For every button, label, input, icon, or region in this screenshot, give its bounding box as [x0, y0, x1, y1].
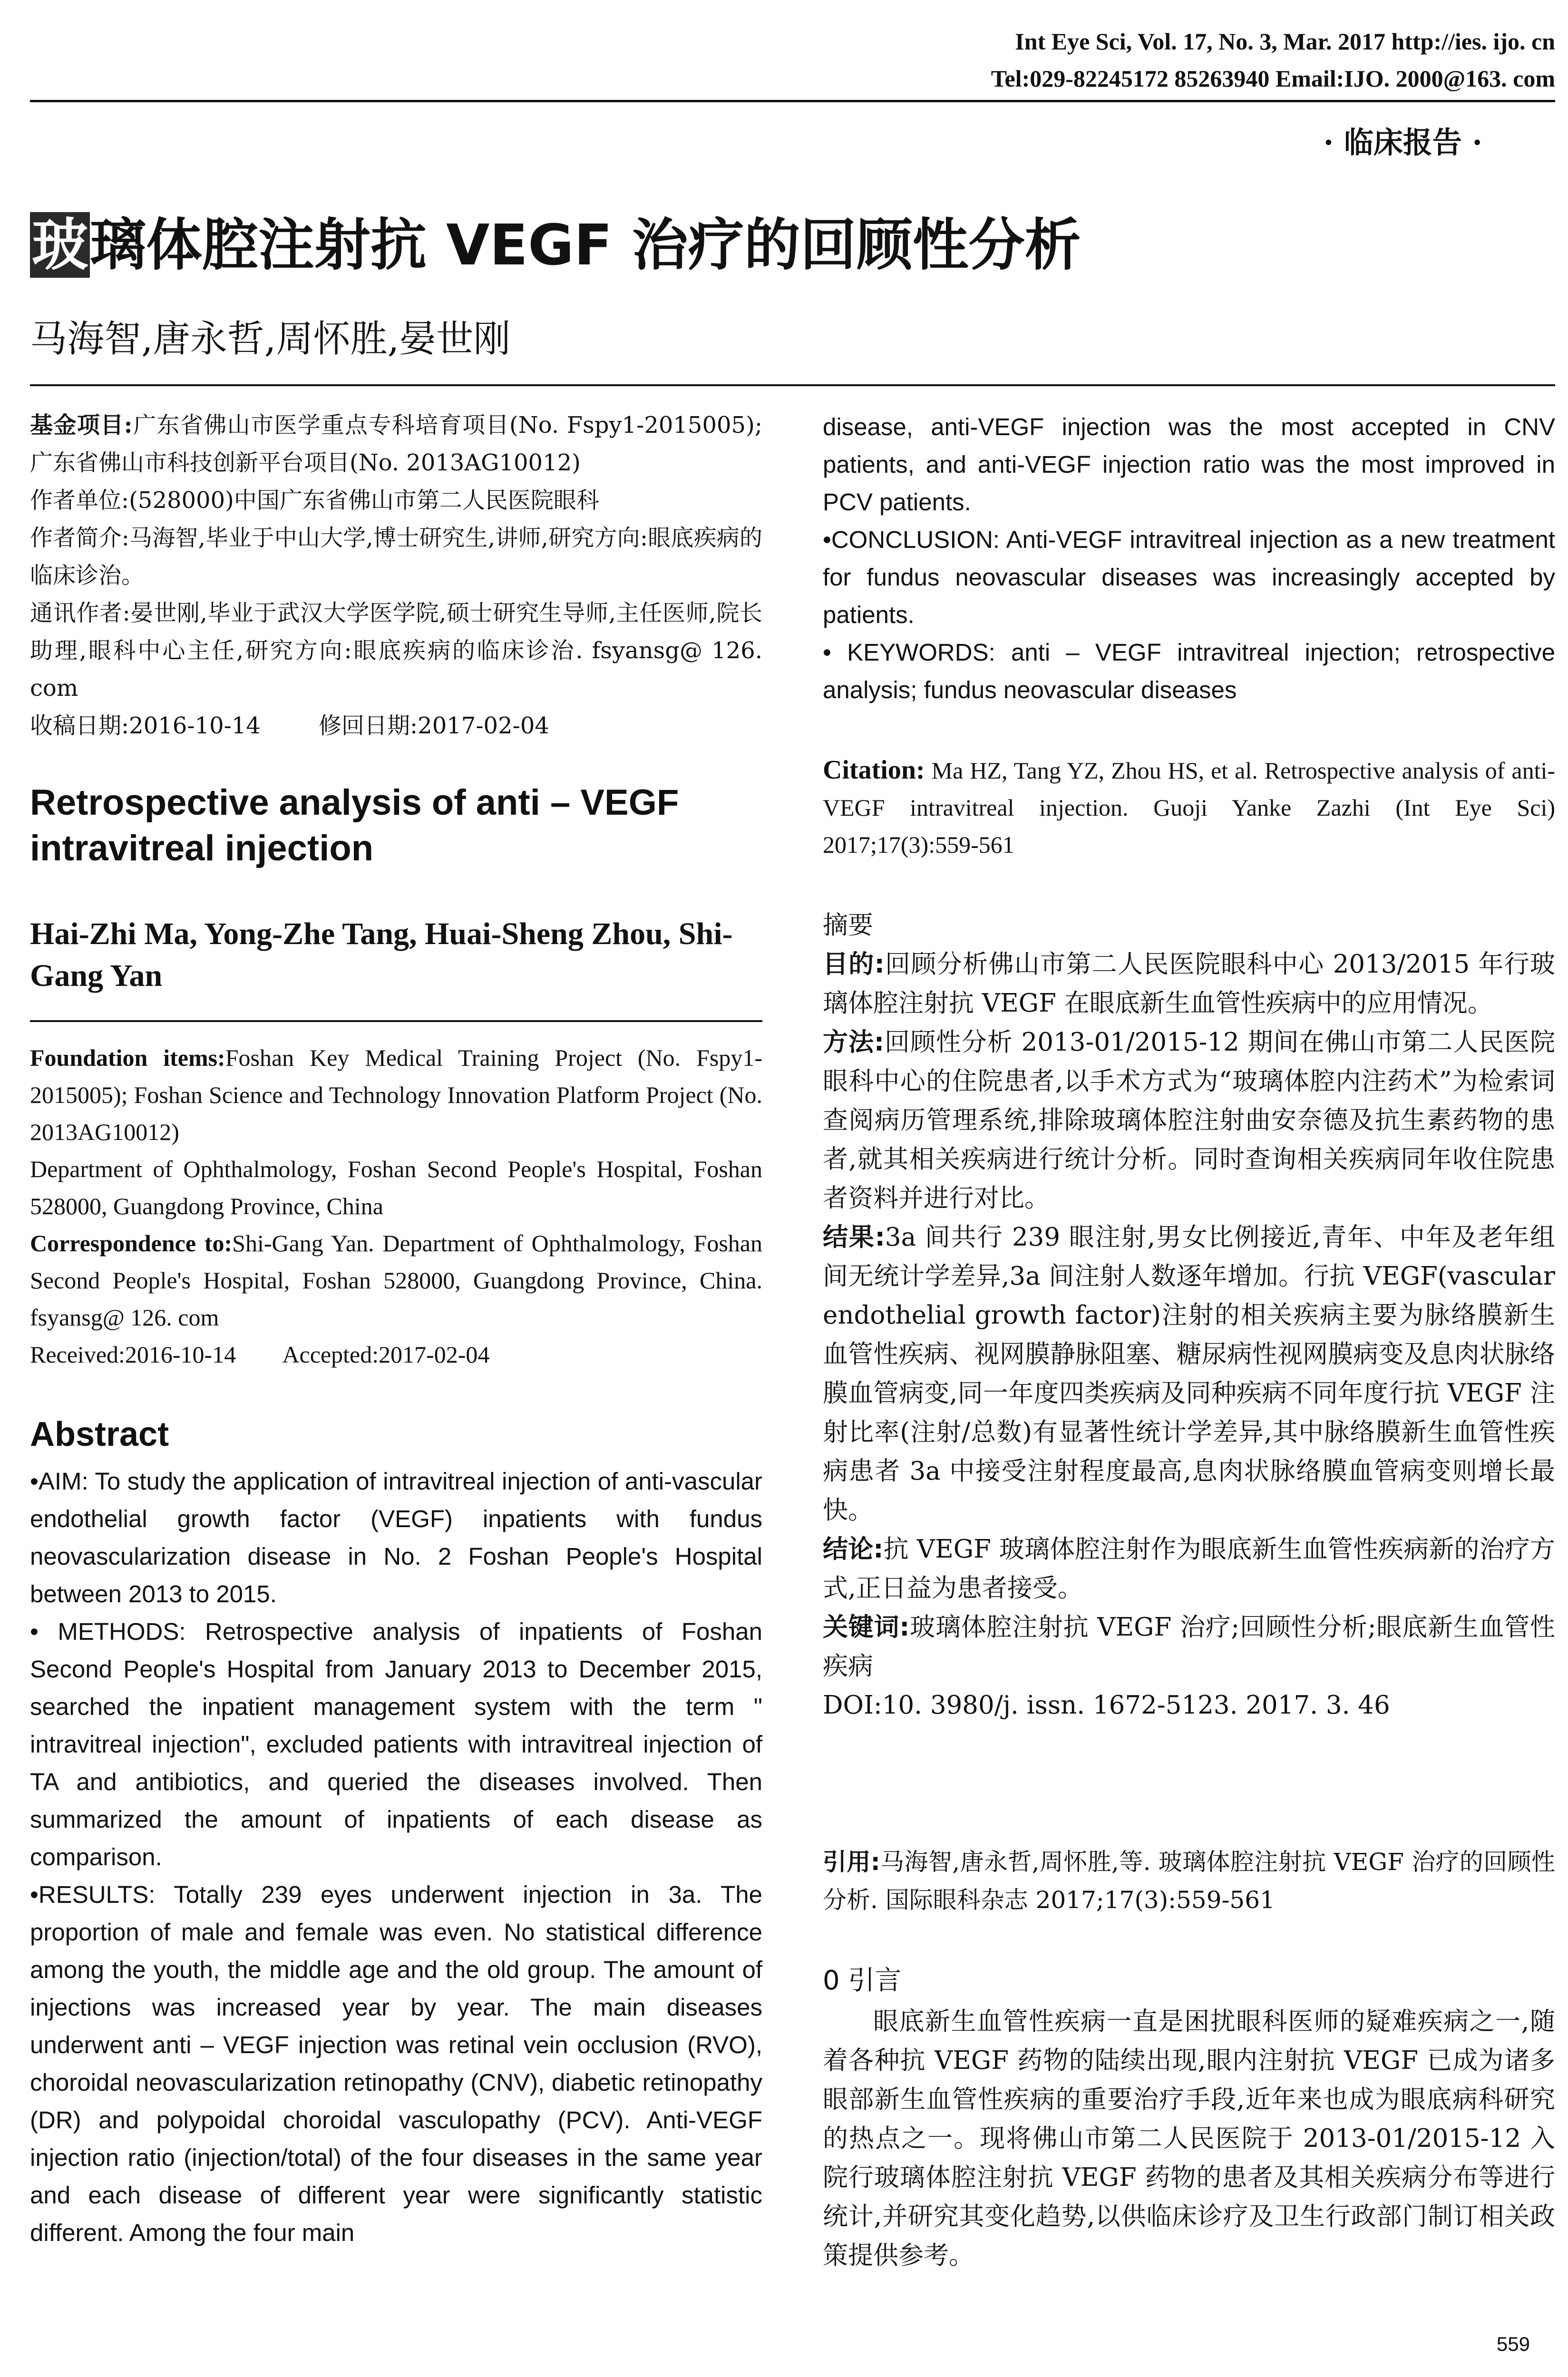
intro-body: 眼底新生血管性疾病一直是困扰眼科医师的疑难疾病之一,随着各种抗 VEGF 药物的陆续出现,眼内注射抗 VEGF 已成为诸多眼部新生血管性疾病的重要治疗手段,近年来也成为眼底病科研究的热点之一。现将佛山市第二人民医院于 2013-01/2015-12 入院行玻璃体腔注射抗 VEGF 药物的患者及其相关疾病分布等进行统计,并研究其变化趋势,以供临床诊疗及卫生行政部门制订相关政策提供参考。: [823, 2007, 1555, 2270]
abstract-results-cont: disease, anti-VEGF injection was the most accepted in CNV patients, and anti-VEGF injection ratio was the most improved in PCV patients.: [823, 413, 1555, 516]
cn-conclusion-text: 抗 VEGF 玻璃体腔注射作为眼底新生血管性疾病新的治疗方式,正日益为患者接受。: [823, 1535, 1555, 1603]
dates-cn: 收稿日期:2016-10-14 修回日期:2017-02-04: [30, 712, 549, 739]
citation: [823, 751, 1555, 863]
cn-result: [823, 1218, 1555, 1530]
affiliation-cn: 作者单位:(528000)中国广东省佛山市第二人民医院眼科: [30, 487, 599, 514]
intro-heading: 0 引言: [823, 1965, 902, 1996]
foundation-cn-text: 广东省佛山市医学重点专科培育项目(No. Fspy1-2015005);广东省佛山市科技创新平台项目(No. 2013AG10012): [30, 412, 762, 476]
abstract-results: •RESULTS: Totally 239 eyes underwent injection in 3a. The proportion of male and female was even. No statistical difference among the youth, the middle age and the old group. The amount of injections was increased year by year. The main diseases underwent anti – VEGF injection was retinal vein occlusion (RVO), choroidal neovascularization retinopathy (CNV), diabetic retinopathy (DR) and polypoidal choroidal vasculopathy (PCV). Anti-VEGF injection ratio (injection/total) of the four diseases in the same year and each disease of different year were significantly statistic different. Among the four main: [30, 1881, 762, 2246]
cn-purpose-label: 目的:: [823, 950, 885, 979]
correspondence-cn: 通讯作者:晏世刚,毕业于武汉大学医学院,硕士研究生导师,主任医师,院长助理,眼科中心主任,研究方向:眼底疾病的临床诊治. fsyansg@ 126. com: [30, 600, 762, 701]
cn-citation: [823, 1843, 1555, 1919]
bio-cn: 作者简介:马海智,毕业于中山大学,博士研究生,讲师,研究方向:眼底疾病的临床诊治。: [30, 525, 762, 589]
title-rest: 璃体腔注射抗 VEGF 治疗的回顾性分析: [90, 212, 1081, 278]
correspondence-en: [30, 1225, 762, 1336]
cn-keywords-label: 关键词:: [823, 1613, 910, 1642]
abstract-right: [823, 408, 1555, 709]
header-rule: [30, 100, 1555, 102]
title-first-char: 玻: [30, 212, 90, 278]
journal-line: Int Eye Sci, Vol. 17, No. 3, Mar. 2017 http://ies. ijo. cn: [1015, 28, 1555, 55]
foundation-cn: [30, 407, 762, 482]
affiliation-en: Department of Ophthalmology, Foshan Second People's Hospital, Foshan 528000, Guangdong Province, China: [30, 1156, 762, 1219]
abstract-conclusion: •CONCLUSION: Anti-VEGF intravitreal injection as a new treatment for fundus neovascular diseases was increasingly accepted by patients.: [823, 526, 1555, 628]
abstract-methods: • METHODS: Retrospective analysis of inpatients of Foshan Second People's Hospital from January 2013 to December 2015, searched the inpatient management system with the term " intravitreal injection", excluded patients with intravitreal injection of TA and antibiotics, and queried the diseases involved. Then summarized the amount of inpatients of each disease as comparison.: [30, 1618, 762, 1870]
correspondence-en-label: Correspondence to:: [30, 1230, 233, 1257]
contact-line: Tel:029-82245172 85263940 Email:IJO. 2000@163. com: [991, 65, 1555, 92]
running-header: [991, 23, 1555, 97]
foundation-en-label: Foundation items:: [30, 1044, 225, 1071]
front-matter-cn: [30, 407, 762, 745]
cn-purpose-text: 回顾分析佛山市第二人民医院眼科中心 2013/2015 年行玻璃体腔注射抗 VEGF 在眼底新生血管性疾病中的应用情况。: [823, 950, 1556, 1018]
section-label: · 临床报告 ·: [1323, 125, 1482, 160]
article-title: [30, 200, 1081, 281]
title-rule: [30, 384, 1555, 386]
front-matter-en: [30, 1039, 762, 1373]
cn-result-text: 3a 间共行 239 眼注射,男女比例接近,青年、中年及老年组间无统计学差异,3a 间注射人数逐年增加。行抗 VEGF(vascular endothelial growth factor)注射的相关疾病主要为脉络膜新生血管性疾病、视网膜静脉阻塞、糖尿病性视网膜病变及息肉状脉络膜血管病变,同一年度四类疾病及同种疾病不同年度行抗 VEGF 注射比率(注射/总数)有显著性统计学差异,其中脉络膜新生血管性疾病患者 3a 中接受注射程度最高,息肉状脉络膜血管病变则增长最快。: [823, 1223, 1556, 1525]
authors-cn: 马海智,唐永哲,周怀胜,晏世刚: [30, 318, 511, 360]
cn-abstract-heading: 摘要: [823, 911, 873, 940]
abstract-heading: Abstract: [30, 1415, 169, 1453]
cn-keywords-text: 玻璃体腔注射抗 VEGF 治疗;回顾性分析;眼底新生血管性疾病: [823, 1613, 1555, 1681]
cn-keywords: [823, 1608, 1555, 1686]
citation-label: Citation:: [823, 755, 925, 785]
english-title-rule: [30, 1020, 762, 1022]
page-number: 559: [1496, 2333, 1530, 2355]
english-title: Retrospective analysis of anti – VEGF intravitreal injection: [30, 782, 679, 868]
foundation-cn-label: 基金项目:: [30, 412, 133, 438]
cn-conclusion-label: 结论:: [823, 1535, 884, 1564]
cn-purpose: [823, 945, 1555, 1023]
cn-method: [823, 1023, 1555, 1218]
foundation-en: [30, 1039, 762, 1150]
correspondence-en-text: Shi-Gang Yan. Department of Ophthalmology, Foshan Second People's Hospital, Foshan 528000, Guangdong Province, China. fsyansg@ 126. com: [30, 1230, 762, 1331]
cn-citation-text: 马海智,唐永哲,周怀胜,等. 玻璃体腔注射抗 VEGF 治疗的回顾性分析. 国际眼科杂志 2017;17(3):559-561: [823, 1848, 1556, 1914]
cn-doi: DOI:10. 3980/j. issn. 1672-5123. 2017. 3. 46: [823, 1691, 1390, 1720]
cn-citation-label: 引用:: [823, 1848, 880, 1876]
foundation-en-text: Foshan Key Medical Training Project (No. Fspy1-2015005); Foshan Science and Technology Innovation Platform Project (No. 2013AG10012): [30, 1044, 763, 1145]
cn-result-label: 结果:: [823, 1223, 885, 1252]
cn-conclusion: [823, 1530, 1555, 1608]
dates-en: Received:2016-10-14 Accepted:2017-02-04: [30, 1341, 490, 1368]
english-authors: Hai-Zhi Ma, Yong-Zhe Tang, Huai-Sheng Zhou, Shi-Gang Yan: [30, 916, 733, 993]
cn-abstract: [823, 906, 1555, 1725]
abstract-aim: •AIM: To study the application of intravitreal injection of anti-vascular endothelial growth factor (VEGF) inpatients with fundus neovascularization disease in No. 2 Foshan People's Hospital between 2013 to 2015.: [30, 1468, 762, 1607]
cn-method-text: 回顾性分析 2013-01/2015-12 期间在佛山市第二人民医院眼科中心的住院患者,以手术方式为“玻璃体腔内注药术”为检索词查阅病历管理系统,排除玻璃体腔注射曲安奈德及抗生素药物的患者,就其相关疾病进行统计分析。同时查询相关疾病同年收住院患者资料并进行对比。: [823, 1028, 1556, 1213]
abstract-keywords: • KEYWORDS: anti – VEGF intravitreal injection; retrospective analysis; fundus neovascular diseases: [823, 639, 1555, 703]
citation-text: Ma HZ, Tang YZ, Zhou HS, et al. Retrospective analysis of anti-VEGF intravitreal injection. Guoji Yanke Zazhi (Int Eye Sci) 2017;17(3):559-561: [823, 757, 1556, 858]
cn-method-label: 方法:: [823, 1028, 885, 1057]
abstract-left: [30, 1462, 762, 2251]
